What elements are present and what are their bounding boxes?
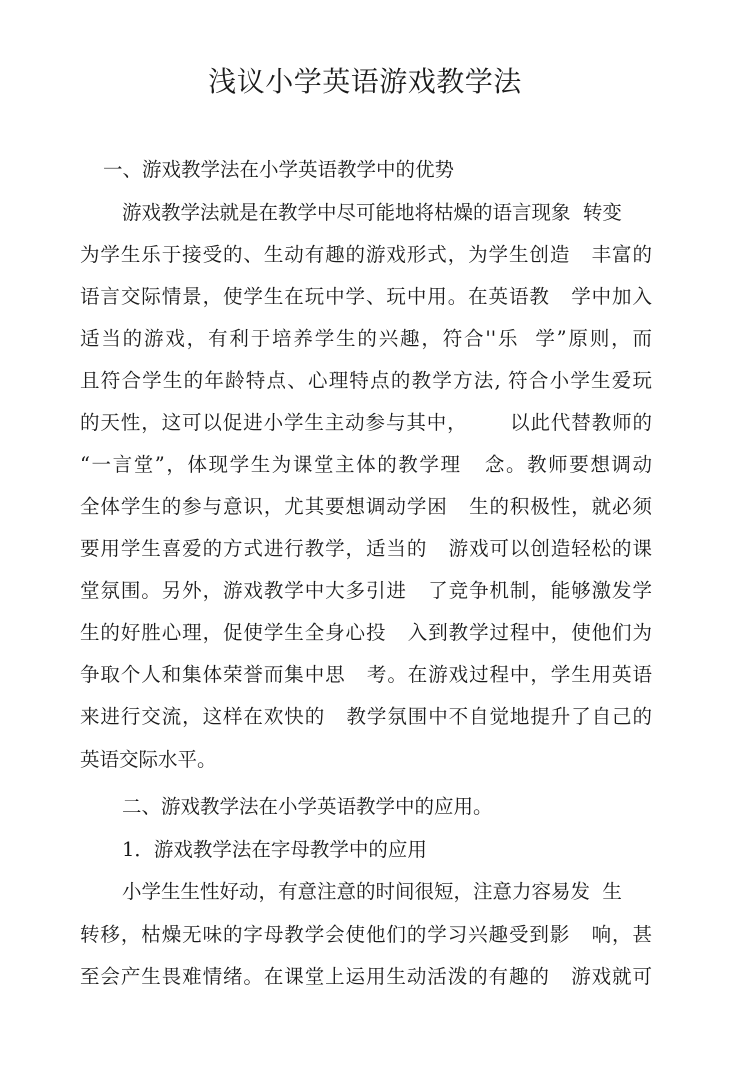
body-line: 游戏教学法就是在教学中尽可能地将枯燥的语言现象 转变 [122,201,622,224]
section-heading-1: 一、游戏教学法在小学英语教学中的优势 [103,158,455,181]
body-line: 小学生生性好动，有意注意的时间很短，注意力容易发 生 [122,880,622,903]
body-line: 堂氛围。另外，游戏教学中大多引进 了竞争机制，能够激发学 [80,579,652,602]
body-line: 且符合学生的年龄特点、心理特点的教学方法, 符合小学生爱玩 [80,369,652,392]
subsection-heading: 1．游戏教学法在字母教学中的应用 [122,838,427,861]
body-line: 的天性，这可以促进小学生主动参与其中， 以此代替教师的 [80,411,652,434]
body-line: 争取个人和集体荣誉而集中思 考。在游戏过程中，学生用英语 [80,663,652,686]
body-line: 适当的游戏，有利于培养学生的兴趣，符合''乐 学”原则，而 [80,327,652,350]
body-line: 至会产生畏难情绪。在课堂上运用生动活泼的有趣的 游戏就可 [80,965,652,988]
body-line: 要用学生喜爱的方式进行教学，适当的 游戏可以创造轻松的课 [80,537,652,560]
section-heading-2: 二、游戏教学法在小学英语教学中的应用。 [122,795,493,818]
body-line: 全体学生的参与意识，尤其要想调动学困 生的积极性，就必须 [80,495,652,518]
body-line: “一言堂”，体现学生为课堂主体的教学理 念。教师要想调动 [80,453,652,476]
page-title: 浅议小学英语游戏教学法 [208,65,522,98]
body-line: 生的好胜心理，促使学生全身心投 入到教学过程中，使他们为 [80,621,652,644]
body-line: 英语交际水平。 [80,748,217,771]
body-line: 转移，枯燥无味的字母教学会使他们的学习兴趣受到影 响，甚 [80,923,652,946]
body-line: 语言交际情景，使学生在玩中学、玩中用。在英语教 学中加入 [80,285,652,308]
body-line: 来进行交流，这样在欢快的 教学氛围中不自觉地提升了自己的 [80,705,652,728]
body-line: 为学生乐于接受的、生动有趣的游戏形式，为学生创造 丰富的 [80,243,652,266]
